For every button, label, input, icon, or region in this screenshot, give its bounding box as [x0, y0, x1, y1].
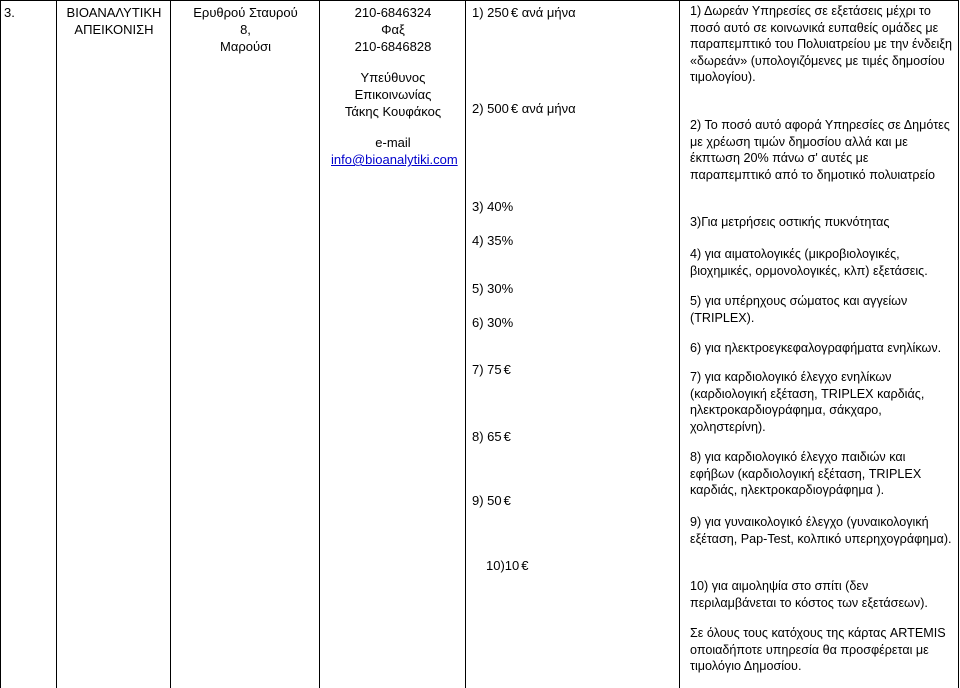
discount-item: 3) 40% — [472, 199, 514, 214]
description-item: 1) Δωρεάν Υπηρεσίες σε εξετάσεις μέχρι το ποσό αυτό σε κοινωνικά ευπαθείς ομάδες με παραπεμπτικό του Πολυιατρείου με την ένδειξη «δωρεάν» (υπολογιζόμενες με τιμές δημοσίου τιμολογίου). — [690, 4, 952, 84]
description-item: 2) Το ποσό αυτό αφορά Υπηρεσίες σε Δημότες με χρέωση τιμών δημοσίου αλλά και με έκπτωση 20% πάνω σ' αυτές με παραπεμπτικό από το δημοτικό πολυιατρείο — [690, 118, 950, 182]
discount-amount: 1) 250 — [472, 5, 509, 20]
address-cell — [171, 0, 320, 688]
discount-suffix: ανά μήνα — [521, 5, 576, 20]
phone-number: 210-6846324 — [354, 5, 432, 20]
description-item: 7) για καρδιολογικό έλεγχο ενηλίκων (καρδιολογική εξέταση, TRIPLEX καρδιάς, ηλεκτροκαρδιογράφημα, σάκχαρο, χοληστερίνη). — [690, 370, 925, 434]
discount-item — [472, 361, 511, 378]
description-item: 8) για καρδιολογικό έλεγχο παιδιών και εφήβων (καρδιολογική εξέταση, TRIPLEX καρδιάς, ηλεκτροκαρδιογράφημα ). — [690, 450, 922, 497]
euro-icon: € — [503, 362, 511, 377]
row-number-cell — [0, 0, 57, 688]
descriptions-cell — [680, 0, 959, 688]
contact-cell — [320, 0, 466, 688]
discount-item: 6) 30% — [472, 315, 514, 330]
address-line-3: Μαρούσι — [220, 39, 271, 54]
address-line-1: Ερυθρού Σταυρού — [193, 5, 298, 20]
category-line-2: ΑΠΕΙΚΟΝΙΣΗ — [74, 22, 154, 37]
discount-item — [486, 557, 528, 574]
discount-amount: 2) 500 — [472, 101, 509, 116]
discounts-cell — [466, 0, 680, 688]
contact-title-line-2: Επικοινωνίας — [354, 87, 432, 102]
discount-item — [472, 492, 511, 509]
description-item: 4) για αιματολογικές (μικροβιολογικές, βιοχημικές, ορμονολογικές, κλπ) εξετάσεις. — [690, 247, 928, 278]
description-item: 5) για υπέρηχους σώματος και αγγείων (TRIPLEX). — [690, 294, 908, 325]
euro-icon: € — [510, 5, 519, 20]
description-item: 10) για αιμοληψία στο σπίτι (δεν περιλαμβάνεται το κόστος των εξετάσεων). — [690, 579, 928, 610]
discount-item — [472, 428, 511, 445]
discount-item — [472, 4, 576, 21]
fax-label: Φαξ — [381, 22, 405, 37]
contact-title-line-1: Υπεύθυνος — [360, 70, 426, 85]
euro-icon: € — [521, 558, 529, 573]
description-item: 3)Για μετρήσεις οστικής πυκνότητας — [690, 215, 890, 229]
discount-item: 4) 35% — [472, 233, 514, 248]
discount-item: 5) 30% — [472, 281, 514, 296]
euro-icon: € — [510, 101, 519, 116]
contact-person-name: Τάκης Κουφάκος — [344, 104, 442, 119]
email-link[interactable]: info@bioanalytiki.com — [331, 152, 458, 167]
fax-number: 210-6846828 — [354, 39, 432, 54]
category-line-1: ΒΙΟΑΝΑΛΥΤΙΚΗ — [66, 5, 162, 20]
email-label: e-mail — [375, 135, 411, 150]
discount-item — [472, 100, 576, 117]
category-cell — [57, 0, 171, 688]
euro-icon: € — [503, 493, 511, 508]
discount-suffix: ανά μήνα — [521, 101, 576, 116]
discount-amount: 9) 50 — [472, 493, 502, 508]
row-number: 3. — [4, 5, 15, 20]
description-item: 6) για ηλεκτροεγκεφαλογραφήματα ενηλίκων. — [690, 341, 942, 355]
discount-amount: 8) 65 — [472, 429, 502, 444]
description-item: Σε όλους τους κατόχους της κάρτας ARTEMIS οποιαδήποτε υπηρεσία θα προσφέρεται με τιμολόγιο Δημοσίου. — [690, 626, 946, 673]
address-line-2: 8, — [240, 22, 251, 37]
euro-icon: € — [503, 429, 511, 444]
discount-amount: 10)10 — [486, 558, 520, 573]
discount-amount: 7) 75 — [472, 362, 502, 377]
description-item: 9) για γυναικολογικό έλεγχο (γυναικολογική εξέταση, Pap-Test, κολπικό υπερηχογράφημα). — [690, 515, 952, 546]
